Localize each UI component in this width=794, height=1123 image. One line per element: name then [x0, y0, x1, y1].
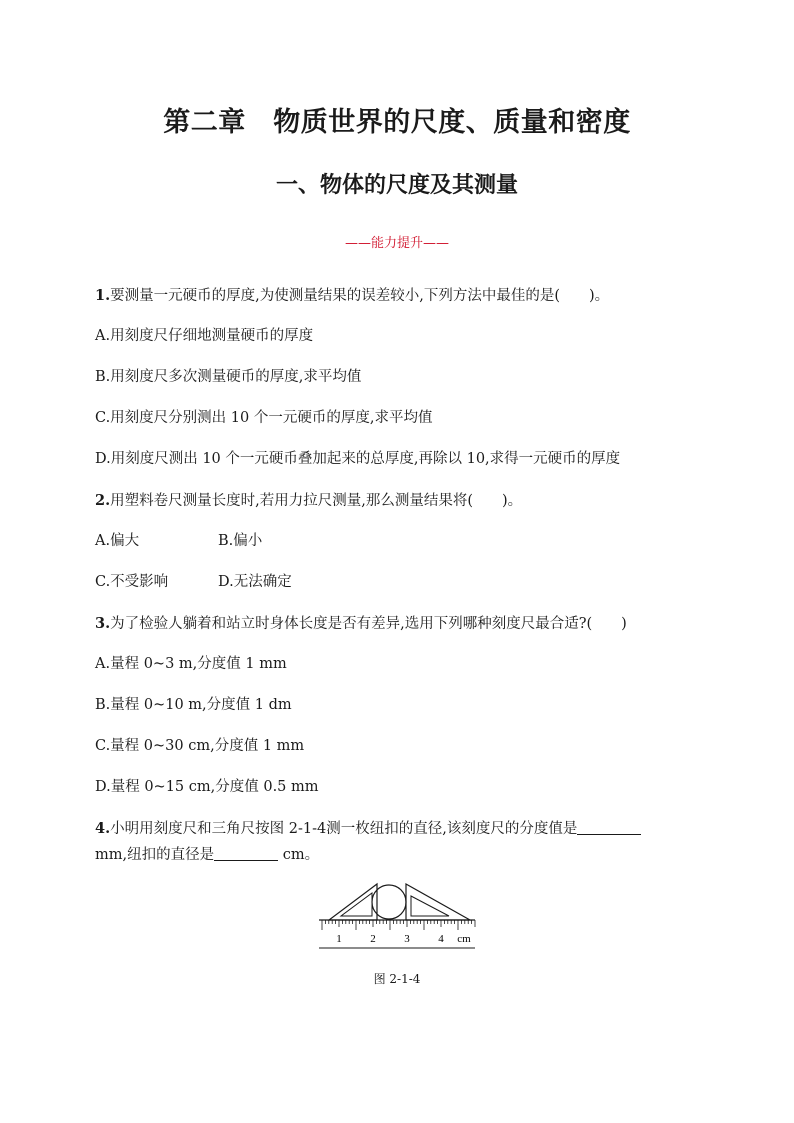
- answer-blank-1[interactable]: [577, 820, 641, 835]
- option-2d: D.无法确定: [218, 574, 292, 590]
- ruler-ticks: [322, 920, 475, 930]
- left-triangle: [329, 884, 377, 920]
- question-number: 3.: [95, 615, 111, 632]
- section-title: 一、物体的尺度及其测量: [275, 173, 518, 198]
- option-3c: C.量程 0~30 cm,分度值 1 mm: [95, 738, 305, 754]
- question-text: 要测量一元硬币的厚度,为使测量结果的误差较小,下列方法中最佳的是( )。: [110, 288, 610, 304]
- ruler-label-3: 3: [404, 933, 410, 945]
- question-number: 2.: [95, 492, 111, 509]
- option-3a: A.量程 0~3 m,分度值 1 mm: [95, 656, 287, 672]
- figure-caption: 图 2-1-4: [373, 972, 421, 986]
- right-triangle: [406, 884, 470, 920]
- question-3: [95, 610, 627, 639]
- question-text: 用塑料卷尺测量长度时,若用力拉尺测量,那么测量结果将( )。: [110, 493, 523, 509]
- question-1: [95, 282, 609, 311]
- options-row-2cd: [95, 569, 292, 597]
- option-2c: C.不受影响: [95, 574, 169, 590]
- answer-blank-2[interactable]: [214, 846, 278, 861]
- question-number: 4.: [95, 820, 111, 837]
- ruler-label-1: 1: [336, 933, 342, 945]
- ruler-label-4: 4: [438, 933, 444, 945]
- option-1a: A.用刻度尺仔细地测量硬币的厚度: [95, 328, 314, 344]
- question-text-part2: mm,纽扣的直径是: [95, 847, 215, 863]
- option-2b: B.偏小: [218, 533, 263, 549]
- options-row-2ab: [95, 528, 262, 556]
- question-text: 为了检验人躺着和站立时身体长度是否有差异,选用下列哪种刻度尺最合适?( ): [110, 616, 627, 632]
- ruler-unit-label: cm: [457, 933, 471, 945]
- option-3d: D.量程 0~15 cm,分度值 0.5 mm: [95, 779, 319, 795]
- question-4: [95, 816, 690, 868]
- option-1c: C.用刻度尺分别测出 10 个一元硬币的厚度,求平均值: [95, 410, 433, 426]
- chapter-title: 第二章 物质世界的尺度、质量和密度: [163, 107, 631, 138]
- subsection-label: ——能力提升——: [344, 236, 449, 251]
- question-text-part3: cm。: [278, 847, 320, 863]
- ruler-label-2: 2: [370, 933, 376, 945]
- option-2a: A.偏大: [95, 533, 140, 549]
- question-2: [95, 487, 522, 516]
- option-3b: B.量程 0~10 m,分度值 1 dm: [95, 697, 292, 713]
- option-1d: D.用刻度尺测出 10 个一元硬币叠加起来的总厚度,再除以 10,求得一元硬币的厚度: [95, 451, 621, 467]
- question-text-part1: 小明用刻度尺和三角尺按图 2-1-4测一枚纽扣的直径,该刻度尺的分度值是: [110, 821, 578, 837]
- option-1b: B.用刻度尺多次测量硬币的厚度,求平均值: [95, 369, 362, 385]
- question-number: 1.: [95, 287, 111, 304]
- ruler-figure: [315, 880, 480, 952]
